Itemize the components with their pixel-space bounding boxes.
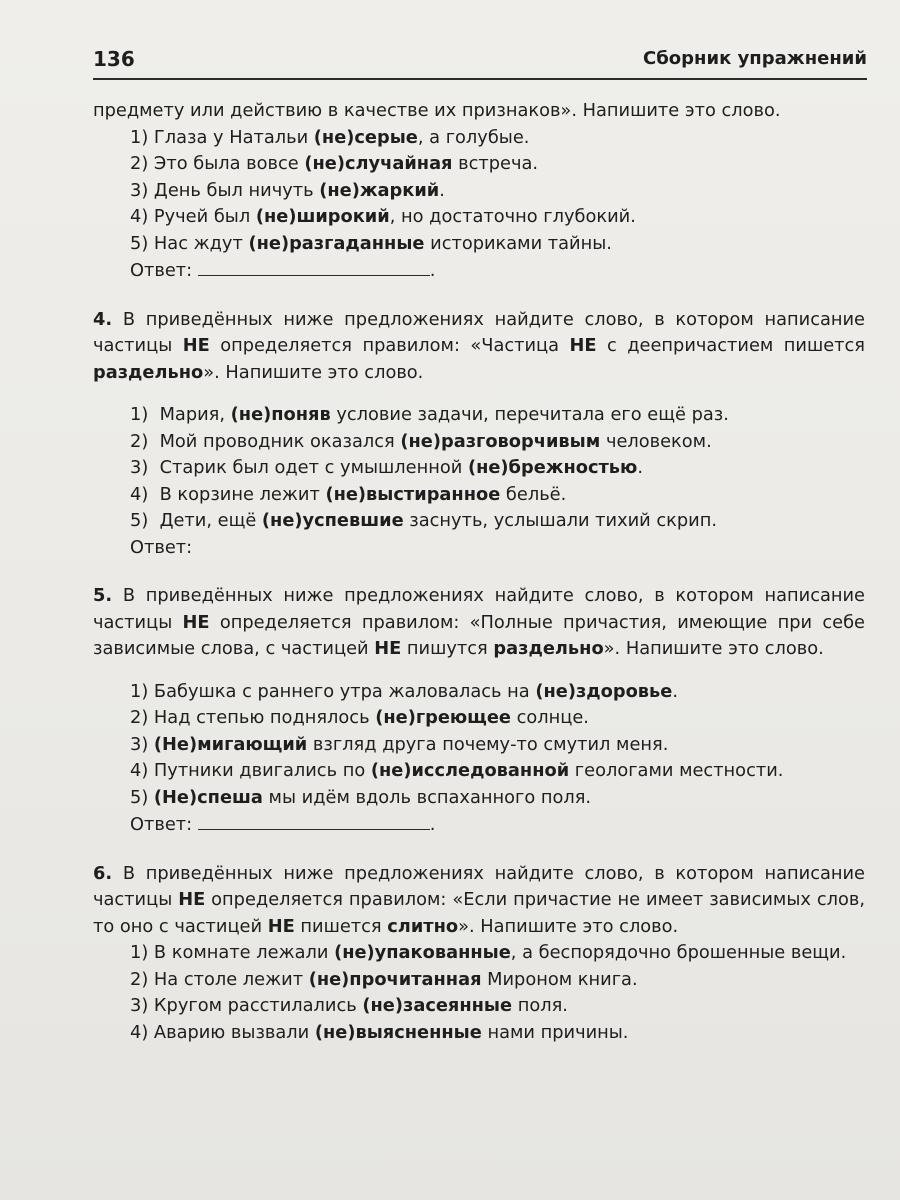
- list-item: 5) (Не)спеша мы идём вдоль вспаханного поля.: [130, 786, 592, 808]
- task-3: [93, 98, 865, 285]
- task-5-options: [93, 679, 865, 812]
- page-content: [93, 98, 865, 1046]
- list-item: 3) Старик был одет с умышленной (не)брежностью.: [130, 457, 643, 478]
- task-6: [93, 861, 865, 1047]
- task-6-instruction: 6. В приведённых ниже предложениях найдите слово, в котором написание частицы НЕ определяется правилом: «Если причастие не имеет зависимых слов, то оно с частицей НЕ пишется слитно». Напишите это слово.: [93, 862, 866, 937]
- list-item: 5) Дети, ещё (не)успевшие заснуть, услышали тихий скрип.: [130, 510, 718, 531]
- answer-blank[interactable]: [198, 811, 430, 830]
- task-4-options: [93, 402, 865, 535]
- list-item: 4) Аварию вызвали (не)выясненные нами причины.: [130, 1021, 629, 1043]
- list-item: 1) Глаза у Натальи (не)серые, а голубые.: [130, 126, 530, 148]
- task-number: 5.: [93, 585, 113, 606]
- list-item: 4) Ручей был (не)широкий, но достаточно глубокий.: [130, 206, 636, 227]
- list-item: 2) Это была вовсе (не)случайная встреча.: [130, 153, 539, 174]
- task-3-options: [93, 125, 865, 258]
- task-number: 4.: [93, 308, 113, 330]
- running-title: Сборник упражнений: [643, 48, 867, 69]
- list-item: 1) В комнате лежали (не)упакованные, а беспорядочно брошенные вещи.: [130, 942, 847, 963]
- task-4-instruction: 4. В приведённых ниже предложениях найдите слово, в котором написание частицы НЕ определяется правилом: «Частица НЕ с деепричастием пишется раздельно». Напишите это слово.: [93, 308, 866, 383]
- page-header: [93, 44, 867, 80]
- list-item: 3) Кругом расстилались (не)засеянные поля.: [130, 995, 568, 1016]
- task-5-instruction: 5. В приведённых ниже предложениях найдите слово, в котором написание частицы НЕ определяется правилом: «Полные причастия, имеющие при себе зависимые слова, с частицей НЕ пишутся раздельно». Напишите это слово.: [93, 585, 865, 659]
- task-3-continuation: предмету или действию в качестве их признаков». Напишите это слово.: [93, 100, 781, 121]
- list-item: 5) Нас ждут (не)разгаданные историками тайны.: [130, 232, 612, 254]
- answer-label: Ответ:: [130, 814, 193, 835]
- task-4-answer: [93, 535, 865, 562]
- task-number: 6.: [93, 862, 113, 884]
- list-item: 3) День был ничуть (не)жаркий.: [130, 179, 445, 201]
- answer-blank[interactable]: [198, 257, 430, 276]
- list-item: 1) Мария, (не)поняв условие задачи, перечитала его ещё раз.: [130, 404, 729, 425]
- list-item: 3) (Не)мигающий взгляд друга почему-то смутил меня.: [130, 733, 669, 755]
- task-6-options: [93, 940, 865, 1046]
- list-item: 4) В корзине лежит (не)выстиранное бельё.: [130, 483, 567, 505]
- answer-label: Ответ:: [130, 260, 193, 281]
- answer-label: Ответ:: [130, 536, 193, 558]
- list-item: 2) На столе лежит (не)прочитанная Мироном книга.: [130, 968, 638, 990]
- task-3-answer: Ответ: .: [93, 257, 865, 285]
- list-item: 2) Над степью поднялось (не)греющее солнце.: [130, 707, 589, 728]
- page-number: 136: [93, 47, 135, 71]
- task-5-answer: Ответ: .: [93, 811, 865, 839]
- list-item: 1) Бабушка с раннего утра жаловалась на (не)здоровье.: [130, 680, 679, 702]
- task-4: [93, 307, 865, 562]
- list-item: 4) Путники двигались по (не)исследованной геологами местности.: [130, 760, 784, 781]
- list-item: 2) Мой проводник оказался (не)разговорчивым человеком.: [130, 430, 712, 452]
- task-5: [93, 583, 865, 839]
